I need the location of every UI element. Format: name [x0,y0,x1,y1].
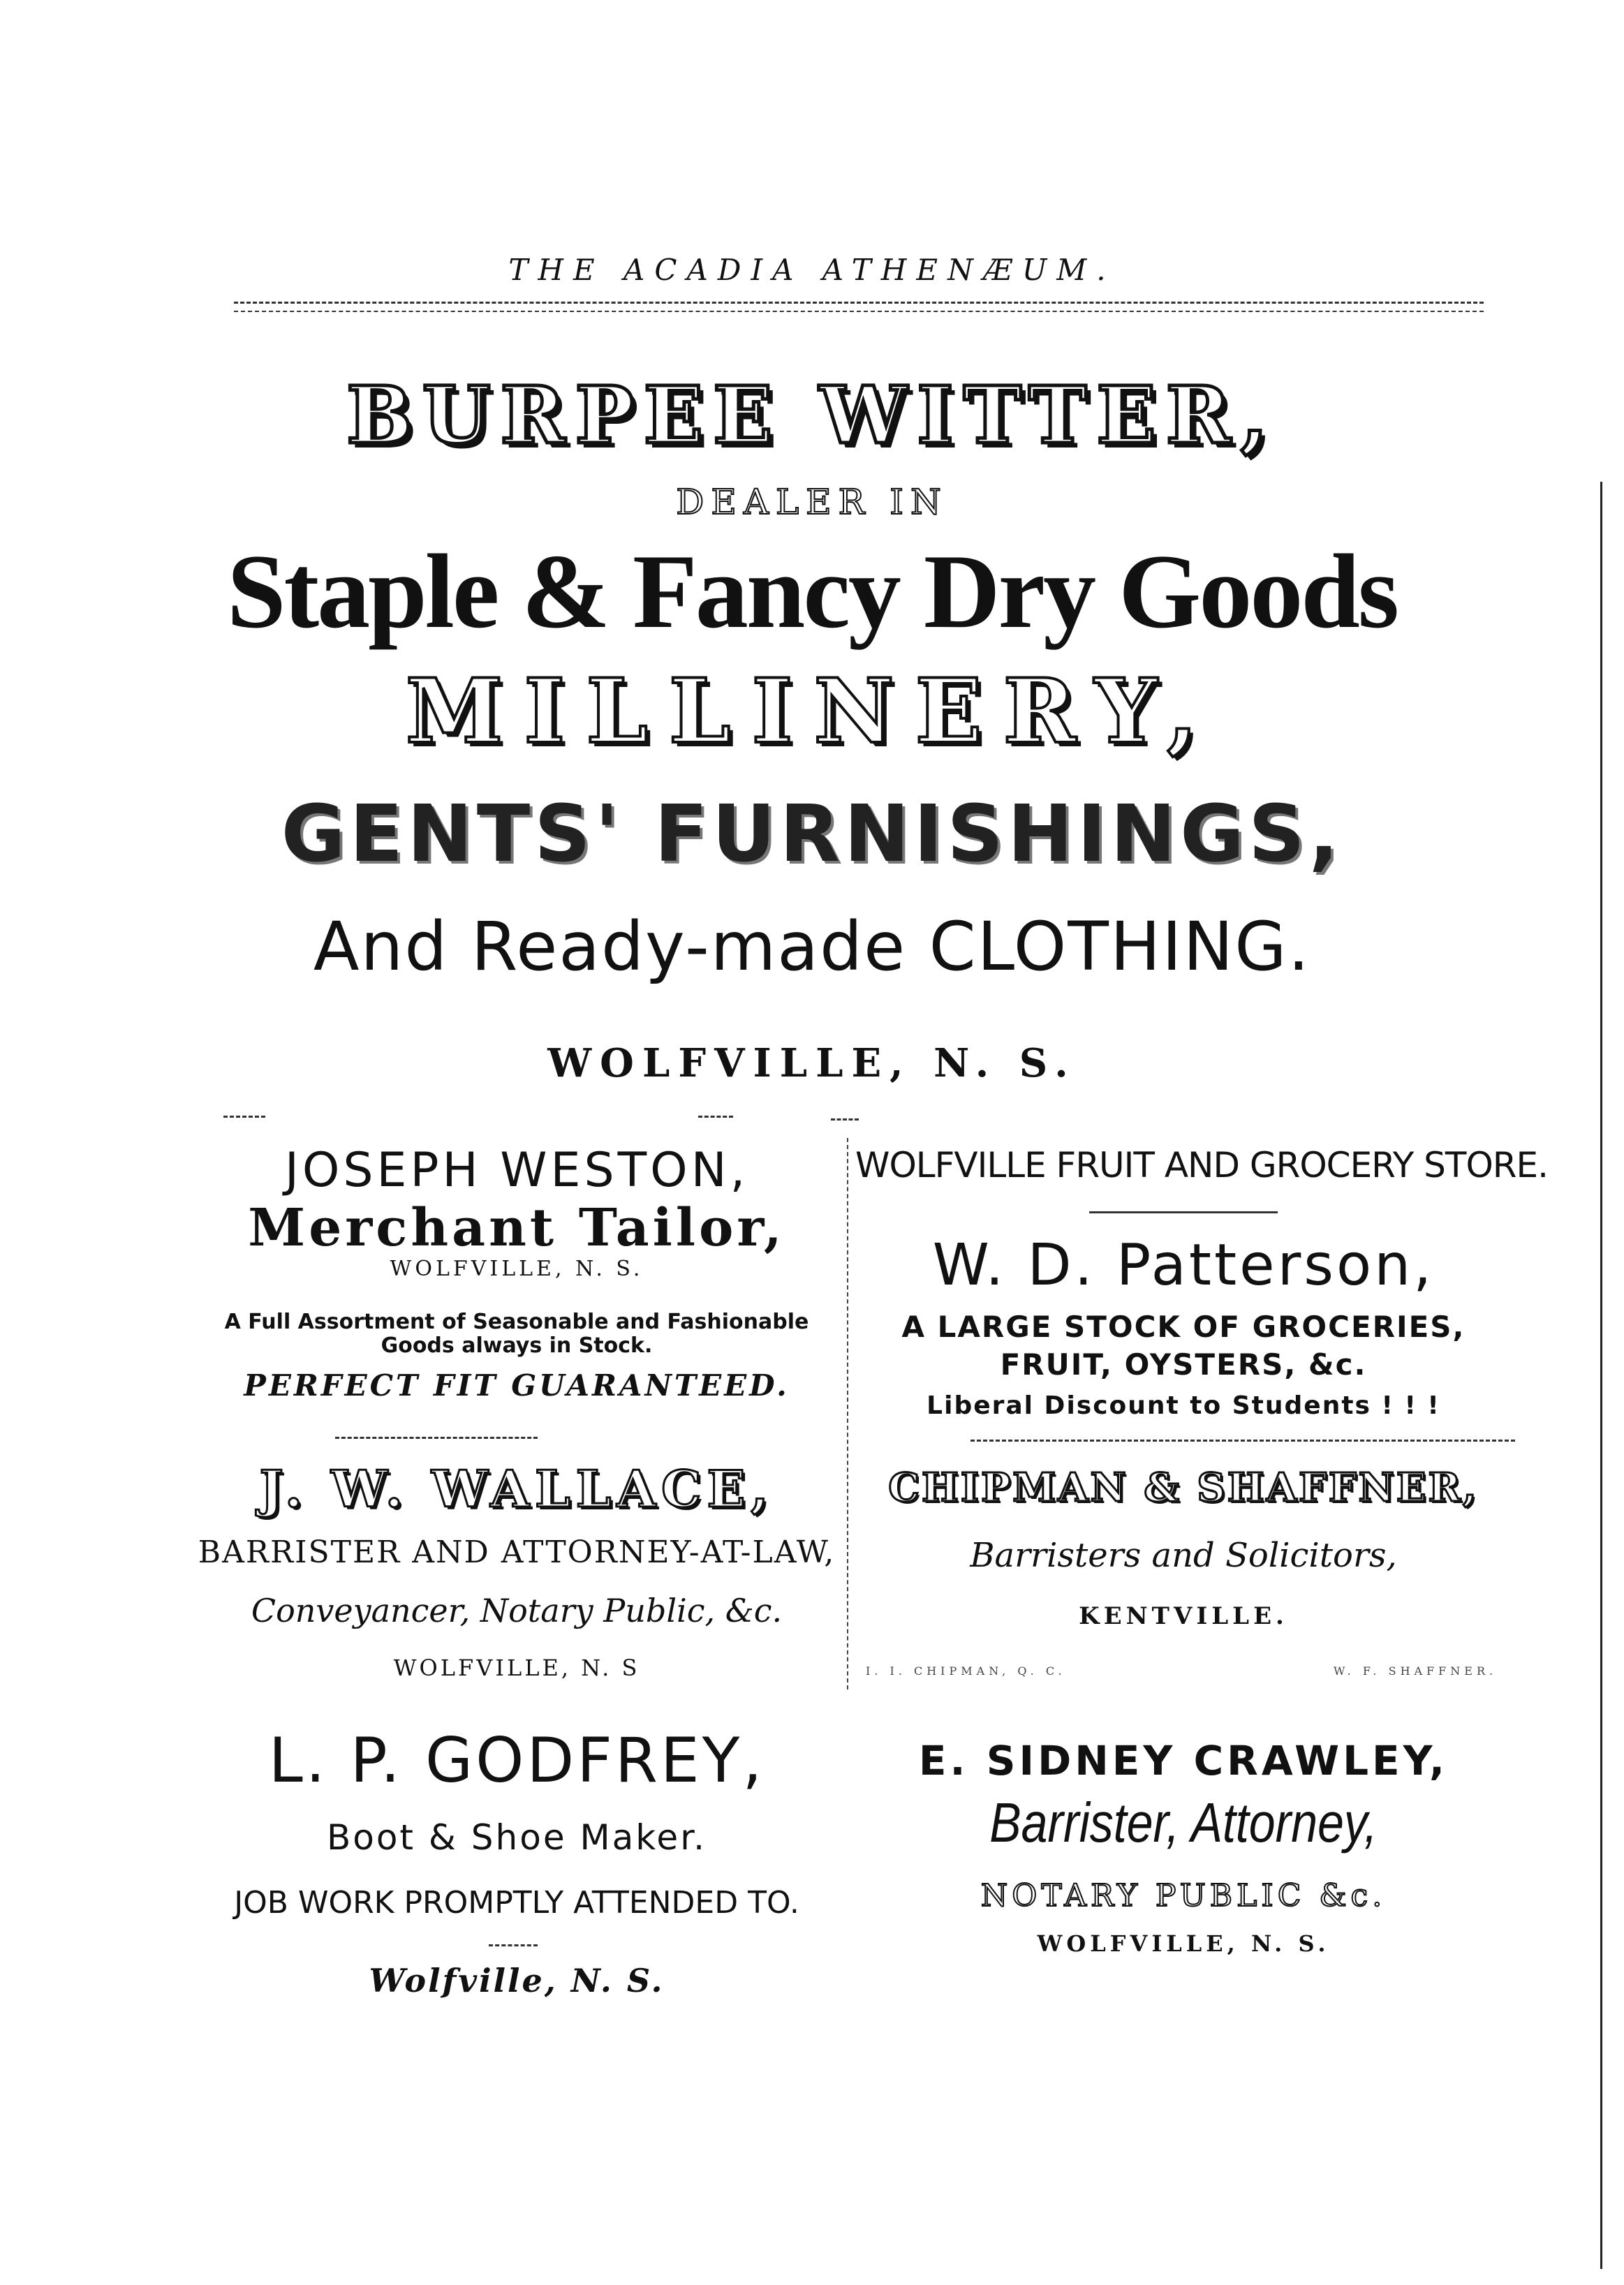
advert-discount: Liberal Discount to Students ! ! ! [927,1391,1440,1420]
advertiser-trade: Barristers and Solicitors, [970,1536,1397,1575]
advert-rule [489,1944,538,1946]
advert-location: WOLFVILLE, N. S [393,1655,640,1681]
advert-stock-line: A LARGE STOCK OF GROCERIES, [901,1310,1466,1344]
page-edge-line [1600,482,1602,2269]
millinery-line: MILLINERY, [405,660,1219,763]
advert-location: KENTVILLE. [1079,1602,1288,1630]
advertiser-name: BURPEE WITTER, [346,370,1278,461]
dealer-line: DEALER IN [676,482,948,522]
partner-name: W. F. SHAFFNER. [1334,1664,1498,1678]
advertiser-name: J. W. WALLACE, [259,1459,774,1518]
section-divider [831,1118,859,1121]
advertiser-name: CHIPMAN & SHAFFNER, [888,1465,1479,1511]
header-rule [234,302,1484,304]
advert-description: A Full Assortment of Seasonable and Fashionable Goods always in Stock. [224,1310,809,1358]
column-divider [847,1138,848,1689]
advertiser-name: W. D. Patterson, [932,1232,1435,1299]
store-name: WOLFVILLE FRUIT AND GROCERY STORE. [855,1145,1549,1185]
advert-note: JOB WORK PROMPTLY ATTENDED TO. [234,1885,799,1921]
clothing-line: And Ready-made CLOTHING. [313,908,1311,986]
advert-rule [1089,1211,1278,1213]
goods-line: Staple & Fancy Dry Goods [227,533,1397,650]
advert-location: Wolfville, N. S. [369,1962,665,1999]
advert-location: WOLFVILLE, N. S. [547,1040,1077,1086]
advert-notary: NOTARY PUBLIC &c. [980,1878,1387,1914]
running-title: THE ACADIA ATHENÆUM. [508,253,1116,287]
section-divider [223,1116,265,1118]
advertiser-name: E. SIDNEY CRAWLEY, [918,1737,1449,1784]
gents-furnishings-line: GENTS' FURNISHINGS, [281,789,1343,880]
advert-services: Conveyancer, Notary Public, &c. [251,1592,783,1629]
row-divider [970,1440,1515,1442]
advertiser-trade: BARRISTER AND ATTORNEY-AT-LAW, [198,1535,836,1570]
advertiser-name: JOSEPH WESTON, [284,1143,749,1198]
section-divider [698,1116,733,1118]
advertiser-name: L. P. GODFREY, [268,1724,765,1796]
advertiser-trade: Merchant Tailor, [248,1198,785,1258]
advert-guarantee: PERFECT FIT GUARANTEED. [244,1368,790,1403]
advert-location: WOLFVILLE, N. S. [1037,1930,1330,1957]
advertiser-trade: Boot & Shoe Maker. [326,1817,707,1858]
partner-name: I. I. CHIPMAN, Q. C. [866,1664,1066,1678]
row-divider [335,1437,538,1439]
advertiser-trade: Barrister, Attorney, [989,1791,1378,1854]
header-rule-lower [234,311,1484,312]
advert-stock-line: FRUIT, OYSTERS, &c. [1000,1347,1367,1382]
advert-location: WOLFVILLE, N. S. [390,1257,644,1281]
